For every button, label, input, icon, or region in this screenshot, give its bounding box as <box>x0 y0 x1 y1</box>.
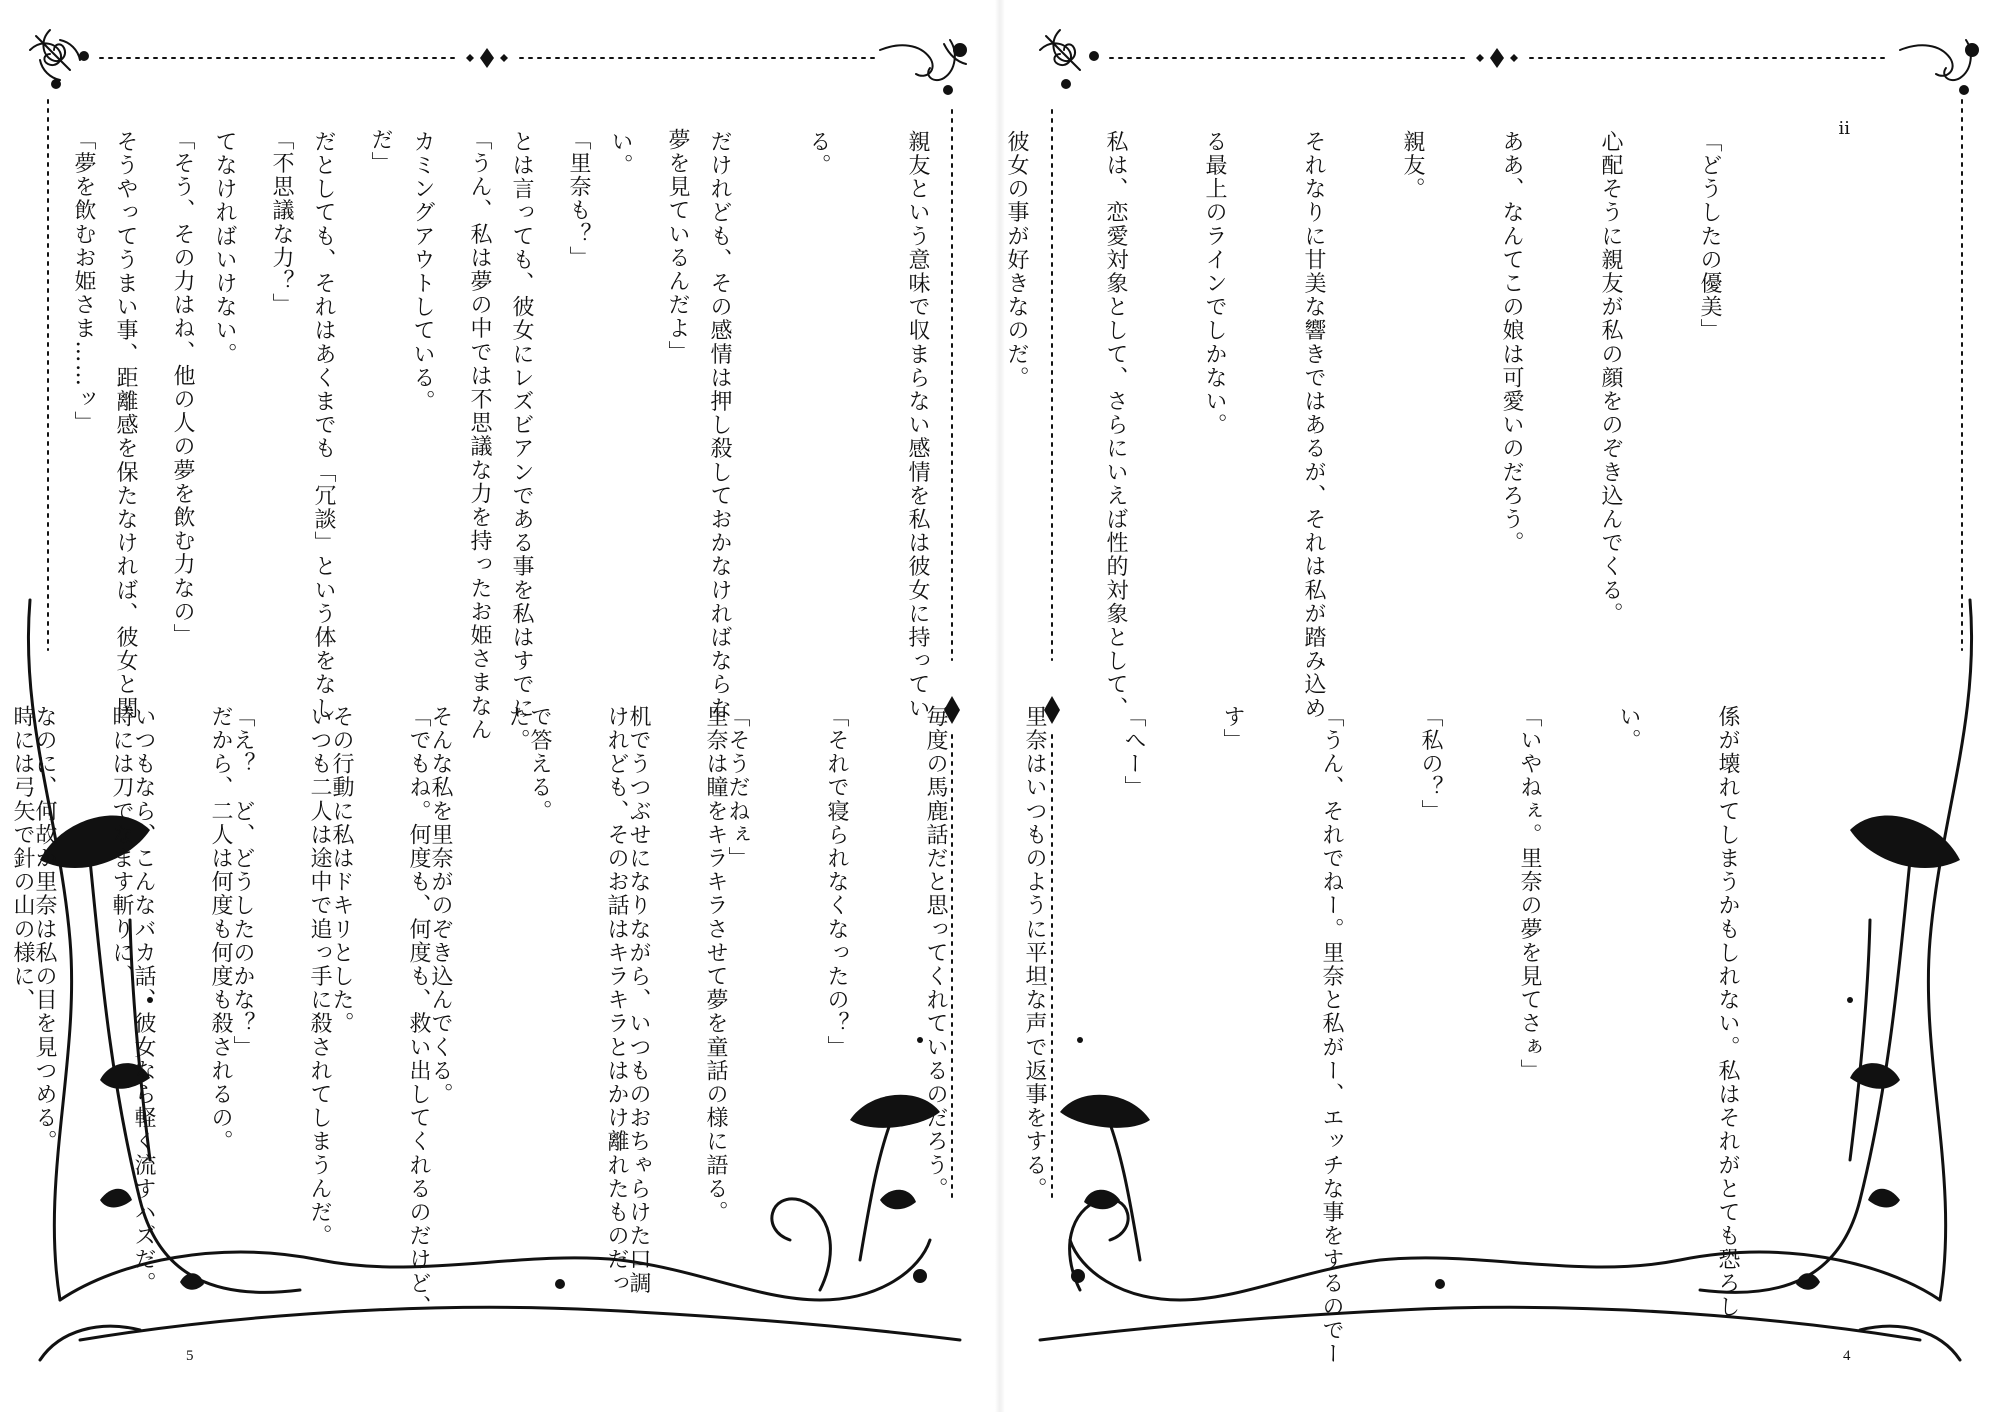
text-line: 「でもね。何度も、何度も、救い出してくれるのだけど、 <box>406 705 431 1319</box>
text-line: る。 <box>806 130 831 178</box>
text-line: 係が壊れてしまうかもしれない。私はそれがとても恐ろし <box>1715 705 1740 1319</box>
text-line: で答える。 <box>527 705 552 823</box>
text-line: だとしても、それはあくまでも「冗談」という体をなし <box>311 130 336 720</box>
text-line: その行動に私はドキリとした。 <box>329 705 354 1036</box>
text-line: 彼女の事が好きなのだ。 <box>1004 130 1029 390</box>
flourish-corner-icon <box>30 30 88 88</box>
text-line: 「どうしたの優美」 <box>1697 130 1722 343</box>
text-line: 夢を見ているんだよ」 <box>665 128 690 364</box>
text-line: そうやってうまい事、距離感を保たなければ、彼女と関 <box>113 130 138 720</box>
text-line: 「不思議な力？」 <box>269 128 294 317</box>
text-line: けれども、そのお話はキラキラとはかけ離れたものだっ <box>604 705 629 1295</box>
text-line: だ」 <box>368 128 393 176</box>
chapter-mark: ii <box>1838 118 1850 139</box>
text-line: た。 <box>505 705 530 753</box>
text-line: 「いやねぇ。里奈の夢を見てさぁ」 <box>1517 705 1542 1083</box>
text-line: だけれども、その感情は押し殺しておかなければならな <box>707 130 732 720</box>
text-line: 時には刀でなます斬りに、 <box>109 705 134 989</box>
text-line: 「夢を飲むお姫さま……ッ」 <box>71 128 96 435</box>
text-line: い。 <box>608 130 633 178</box>
right-page-top-text <box>43 128 1792 742</box>
text-line: なのに、何故か里奈は私の目を見つめる。 <box>32 705 57 1154</box>
text-line: てなければいけない。 <box>212 130 237 366</box>
right-page-bottom-text <box>0 705 1810 1366</box>
page-number: 4 <box>1843 1348 1851 1364</box>
text-line: 毎度の馬鹿話だと思ってくれているのだろう。 <box>923 705 948 1201</box>
text-line: 「私の？」 <box>1418 705 1443 823</box>
text-line: いつも二人は途中で追っ手に殺されてしまうんだ。 <box>307 705 332 1248</box>
text-line: 里奈はいつものように平坦な声で返事をする。 <box>1022 705 1047 1201</box>
text-line: 親友という意味で収まらない感情を私は彼女に持ってい <box>905 130 930 720</box>
text-line: 親友。 <box>1400 130 1425 201</box>
text-line: る最上のラインでしかない。 <box>1202 130 1227 437</box>
text-line: 「そうだねぇ」 <box>725 705 750 871</box>
text-line: 私は、恋愛対象として、さらにいえば性的対象として、 <box>1103 130 1128 720</box>
text-line: カミングアウトしている。 <box>410 130 435 414</box>
text-line <box>0 128 1 668</box>
text-line: 「へー」 <box>1121 705 1146 800</box>
text-line: 里奈は瞳をキラキラさせて夢を童話の様に語る。 <box>703 705 728 1225</box>
text-line: 「そう、その力はね、他の人の夢を飲む力なの」 <box>170 128 195 648</box>
text-line: ああ、なんてこの娘は可愛いのだろう。 <box>1499 130 1524 555</box>
text-line: 「それで寝られなくなったの？」 <box>824 705 849 1059</box>
text-line: 「え？ ど、どうしたのかな？」 <box>230 705 255 1059</box>
text-line: だから、二人は何度も何度も殺されるの。 <box>208 705 233 1154</box>
text-line: す」 <box>1220 705 1245 753</box>
flourish-corner-icon <box>1040 30 1098 88</box>
page-number: 5 <box>186 1348 194 1364</box>
text-line: 机でうつぶせになりながら、いつものおちゃらけた口調 <box>626 705 651 1295</box>
text-line: い。 <box>1616 705 1641 753</box>
text-line: とは言っても、彼女にレズビアンである事を私はすでに <box>509 130 534 720</box>
text-line: そんな私を里奈がのぞき込んでくる。 <box>428 705 453 1107</box>
text-line: 時には弓矢で針の山の様に、 <box>10 705 35 1012</box>
text-line: 心配そうに親友が私の顔をのぞき込んでくる。 <box>1598 130 1623 626</box>
text-line: 「里奈も？」 <box>566 128 591 270</box>
text-line: いつもなら、こんなバカ話、彼女なら軽く流すハズだ。 <box>131 705 156 1295</box>
text-line: 「うん、それでねー。里奈と私がー、エッチな事をするのでー <box>1319 705 1344 1366</box>
text-line: それなりに甘美な響きではあるが、それは私が踏み込め <box>1301 130 1326 720</box>
text-line: 「うん、私は夢の中では不思議な力を持ったお姫さまなん <box>467 128 492 742</box>
